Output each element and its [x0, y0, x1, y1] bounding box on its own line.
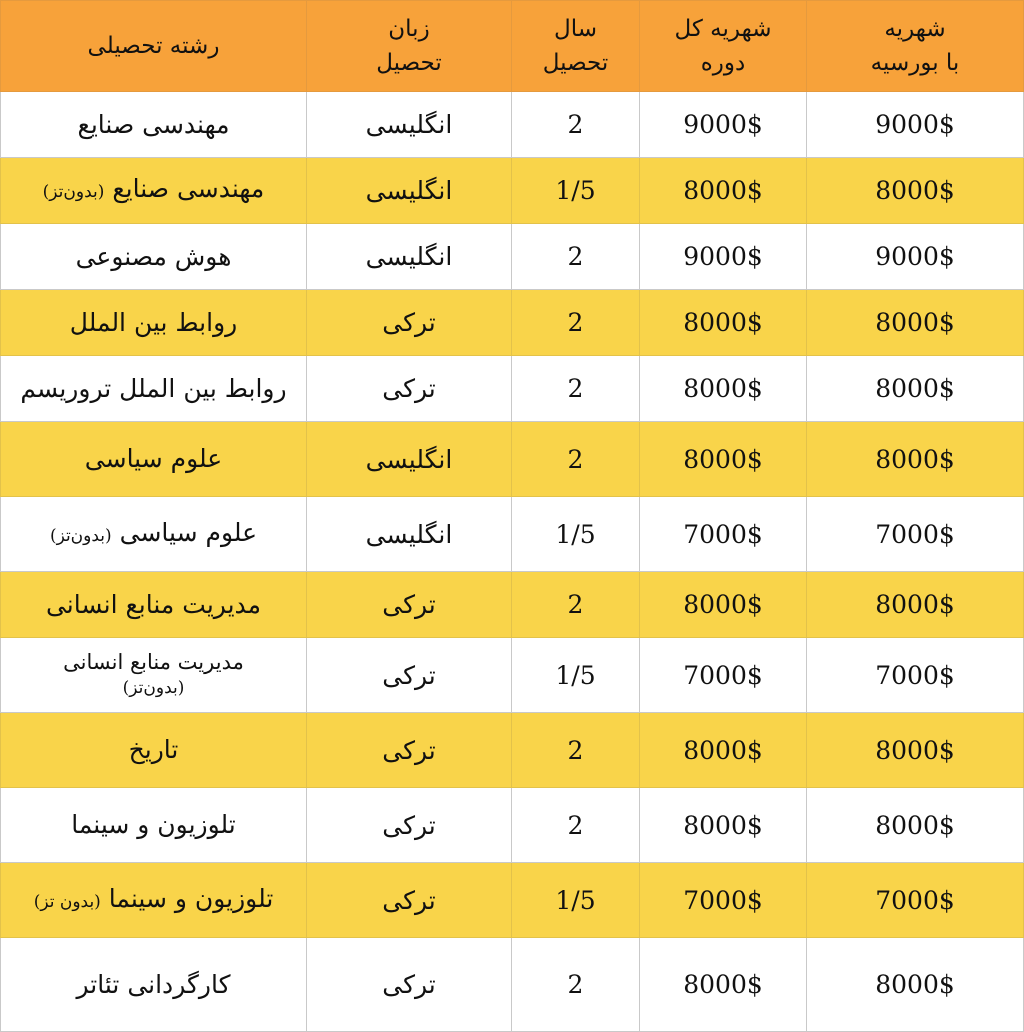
header-years: سال تحصیل — [512, 1, 640, 92]
no-thesis-note: (بدون تز) — [33, 891, 101, 912]
major-cell: تلوزیون و سینما (بدون تز) — [1, 863, 307, 938]
table-row — [1, 788, 1024, 863]
header-scholarship-tuition: شهریه با بورسیه — [807, 1, 1024, 92]
total-tuition-cell: 8000$ — [640, 356, 807, 422]
language-cell: انگلیسی — [307, 422, 512, 497]
total-tuition-cell: 8000$ — [640, 788, 807, 863]
table-row — [1, 224, 1024, 290]
no-thesis-note: (بدون‌تز) — [122, 678, 185, 698]
scholarship-tuition-cell: 7000$ — [807, 638, 1024, 713]
scholarship-tuition-cell: 9000$ — [807, 92, 1024, 158]
table-row — [1, 158, 1024, 224]
language-cell: ترکی — [307, 290, 512, 356]
total-tuition-cell: 8000$ — [640, 938, 807, 1032]
language-cell: ترکی — [307, 713, 512, 788]
years-cell: 2 — [512, 938, 640, 1032]
language-cell: ترکی — [307, 356, 512, 422]
total-tuition-cell: 7000$ — [640, 497, 807, 572]
table-row — [1, 638, 1024, 713]
scholarship-tuition-cell: 8000$ — [807, 713, 1024, 788]
scholarship-tuition-cell: 9000$ — [807, 224, 1024, 290]
language-cell: انگلیسی — [307, 224, 512, 290]
table-row — [1, 497, 1024, 572]
total-tuition-cell: 8000$ — [640, 572, 807, 638]
major-cell: مهندسی صنایع (بدون‌تز) — [1, 158, 307, 224]
total-tuition-cell: 8000$ — [640, 713, 807, 788]
years-cell: 2 — [512, 422, 640, 497]
major-cell: روابط بین الملل — [1, 290, 307, 356]
language-cell: ترکی — [307, 638, 512, 713]
language-cell: ترکی — [307, 938, 512, 1032]
table-header-row — [1, 1, 1024, 92]
header-language: زبان تحصیل — [307, 1, 512, 92]
language-cell: انگلیسی — [307, 158, 512, 224]
total-tuition-cell: 7000$ — [640, 638, 807, 713]
major-cell: تلوزیون و سینما — [1, 788, 307, 863]
years-cell: 2 — [512, 356, 640, 422]
table-row — [1, 290, 1024, 356]
table-row — [1, 713, 1024, 788]
table-row — [1, 572, 1024, 638]
table-row — [1, 422, 1024, 497]
years-cell: 2 — [512, 713, 640, 788]
years-cell: 2 — [512, 224, 640, 290]
language-cell: انگلیسی — [307, 92, 512, 158]
major-cell: مهندسی صنایع — [1, 92, 307, 158]
years-cell: 1/5 — [512, 158, 640, 224]
major-cell: علوم سیاسی — [1, 422, 307, 497]
total-tuition-cell: 9000$ — [640, 92, 807, 158]
scholarship-tuition-cell: 8000$ — [807, 422, 1024, 497]
table-row — [1, 92, 1024, 158]
table-row — [1, 356, 1024, 422]
table-row — [1, 938, 1024, 1032]
years-cell: 1/5 — [512, 863, 640, 938]
language-cell: انگلیسی — [307, 497, 512, 572]
years-cell: 1/5 — [512, 638, 640, 713]
no-thesis-note: (بدون‌تز) — [49, 525, 112, 546]
language-cell: ترکی — [307, 863, 512, 938]
years-cell: 2 — [512, 92, 640, 158]
major-cell: هوش مصنوعی — [1, 224, 307, 290]
years-cell: 2 — [512, 788, 640, 863]
scholarship-tuition-cell: 8000$ — [807, 356, 1024, 422]
table-row — [1, 863, 1024, 938]
scholarship-tuition-cell: 8000$ — [807, 158, 1024, 224]
major-cell: تاریخ — [1, 713, 307, 788]
language-cell: ترکی — [307, 788, 512, 863]
years-cell: 2 — [512, 290, 640, 356]
years-cell: 1/5 — [512, 497, 640, 572]
total-tuition-cell: 8000$ — [640, 422, 807, 497]
scholarship-tuition-cell: 8000$ — [807, 290, 1024, 356]
scholarship-tuition-cell: 8000$ — [807, 572, 1024, 638]
header-major: رشته تحصیلی — [1, 1, 307, 92]
total-tuition-cell: 8000$ — [640, 158, 807, 224]
total-tuition-cell: 9000$ — [640, 224, 807, 290]
major-cell: کارگردانی تئاتر — [1, 938, 307, 1032]
scholarship-tuition-cell: 8000$ — [807, 938, 1024, 1032]
scholarship-tuition-cell: 8000$ — [807, 788, 1024, 863]
years-cell: 2 — [512, 572, 640, 638]
header-total-tuition: شهریه کل دوره — [640, 1, 807, 92]
major-cell: مدیریت منابع انسانی — [1, 572, 307, 638]
scholarship-tuition-cell: 7000$ — [807, 497, 1024, 572]
language-cell: ترکی — [307, 572, 512, 638]
major-cell: علوم سیاسی (بدون‌تز) — [1, 497, 307, 572]
no-thesis-note: (بدون‌تز) — [42, 182, 105, 202]
total-tuition-cell: 8000$ — [640, 290, 807, 356]
total-tuition-cell: 7000$ — [640, 863, 807, 938]
major-cell: روابط بین الملل تروریسم — [1, 356, 307, 422]
major-cell: مدیریت منابع انسانی (بدون‌تز) — [1, 638, 307, 713]
scholarship-tuition-cell: 7000$ — [807, 863, 1024, 938]
